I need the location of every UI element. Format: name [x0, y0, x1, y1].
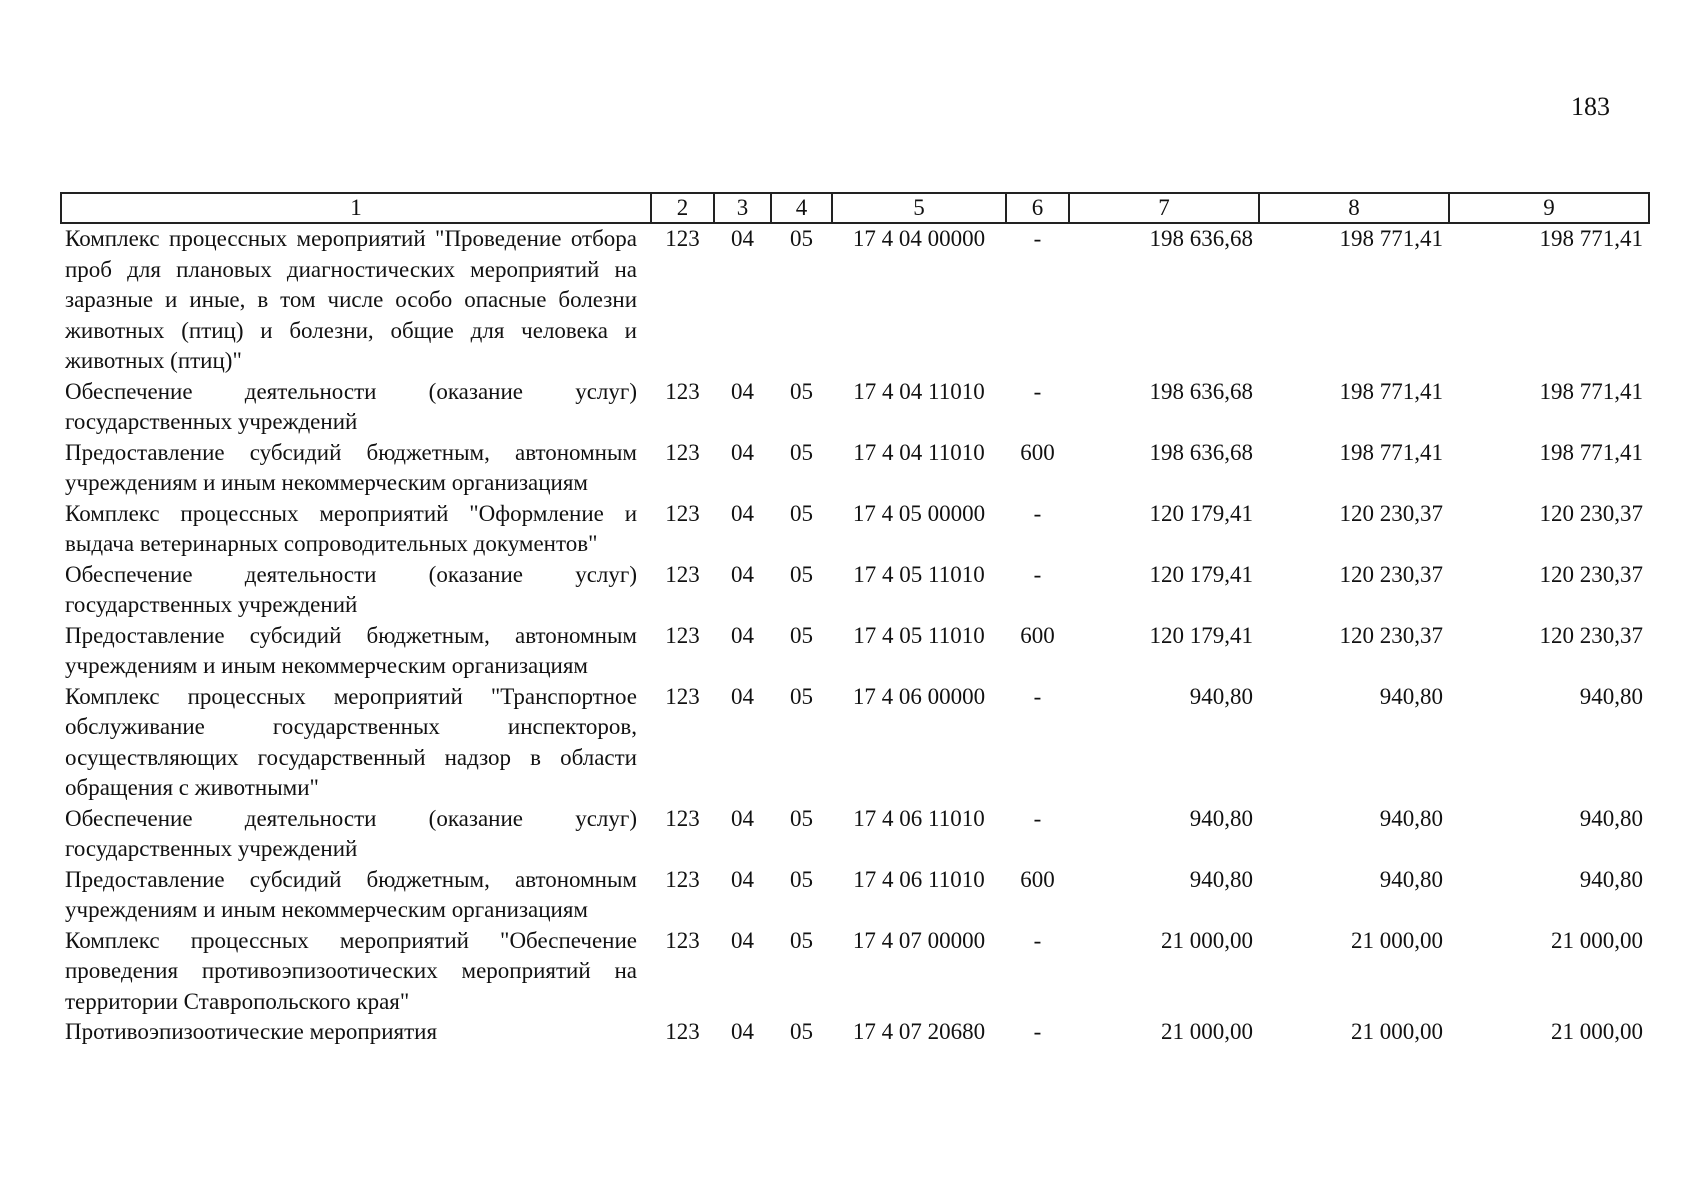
- row-cell-6: -: [1033, 683, 1042, 709]
- row-name-cell: Комплекс процессных мероприятий "Транспортное обслуживание государственных инспекторов, осуществляющих государственный надзор в области обращения с животными": [65, 683, 637, 800]
- header-cell-3: 3: [714, 193, 771, 223]
- row-cell-2: 123: [665, 622, 700, 648]
- row-cell-3: 04: [731, 439, 754, 465]
- row-cell-9: 21 000,00: [1551, 927, 1643, 953]
- header-cell-9: 9: [1449, 193, 1649, 223]
- header-cell-7: 7: [1069, 193, 1259, 223]
- row-cell-8: 198 771,41: [1339, 226, 1443, 251]
- row-name-cell: Обеспечение деятельности (оказание услуг) государственных учреждений: [65, 378, 637, 434]
- row-cell-6: -: [1033, 378, 1042, 404]
- row-cell-9: 940,80: [1579, 805, 1643, 831]
- row-cell-8: 120 230,37: [1339, 561, 1443, 587]
- row-cell-6: -: [1033, 1019, 1042, 1044]
- row-cell-2: 123: [665, 927, 700, 953]
- row-cell-4: 05: [790, 1019, 813, 1044]
- table-row: [61, 621, 1649, 682]
- row-cell-2: 123: [665, 439, 700, 465]
- row-name-cell: Предоставление субсидий бюджетным, автономным учреждениям и иным некоммерческим организациям: [65, 622, 637, 678]
- row-cell-5: 17 4 04 11010: [853, 378, 985, 404]
- header-row: [61, 193, 1649, 223]
- row-cell-7: 940,80: [1189, 866, 1253, 892]
- row-cell-4: 05: [790, 927, 813, 953]
- row-name-cell: Комплекс процессных мероприятий "Проведение отбора проб для плановых диагностических мероприятий на заразные и иные, в том числе особо опасные болезни животных (птиц) и болезни, общие для человека и животных (птиц)": [65, 226, 637, 373]
- row-cell-8: 21 000,00: [1351, 1019, 1443, 1044]
- header-cell-2: 2: [651, 193, 714, 223]
- row-cell-3: 04: [731, 1019, 754, 1044]
- row-cell-6: -: [1033, 500, 1042, 526]
- row-cell-2: 123: [665, 378, 700, 404]
- row-cell-5: 17 4 06 00000: [852, 683, 986, 709]
- row-cell-5: 17 4 05 00000: [852, 500, 986, 526]
- row-name-cell: Комплекс процессных мероприятий "Оформление и выдача ветеринарных сопроводительных документов": [65, 500, 637, 556]
- row-cell-6: -: [1033, 561, 1042, 587]
- row-cell-6: -: [1033, 226, 1042, 251]
- table-row: [61, 804, 1649, 865]
- row-cell-3: 04: [731, 866, 754, 892]
- row-cell-3: 04: [731, 561, 754, 587]
- row-cell-9: 120 230,37: [1539, 622, 1643, 648]
- row-cell-9: 940,80: [1579, 683, 1643, 709]
- table-row: [61, 223, 1649, 377]
- row-cell-4: 05: [790, 866, 813, 892]
- row-cell-4: 05: [790, 226, 813, 251]
- row-name-cell: Предоставление субсидий бюджетным, автономным учреждениям и иным некоммерческим организациям: [65, 866, 637, 922]
- table-row: [61, 682, 1649, 804]
- row-cell-2: 123: [665, 805, 700, 831]
- row-cell-7: 940,80: [1189, 683, 1253, 709]
- row-cell-3: 04: [731, 378, 754, 404]
- row-cell-5: 17 4 07 00000: [852, 927, 986, 953]
- row-cell-7: 940,80: [1189, 805, 1253, 831]
- row-cell-9: 120 230,37: [1539, 561, 1643, 587]
- row-name-cell: Обеспечение деятельности (оказание услуг) государственных учреждений: [65, 805, 637, 861]
- table-header: [61, 193, 1649, 223]
- row-cell-7: 198 636,68: [1149, 439, 1253, 465]
- row-cell-9: 21 000,00: [1551, 1019, 1643, 1044]
- row-cell-2: 123: [665, 226, 700, 251]
- row-cell-8: 198 771,41: [1339, 378, 1443, 404]
- row-cell-6: 600: [1020, 866, 1055, 892]
- row-cell-9: 198 771,41: [1539, 378, 1643, 404]
- row-name-cell: Комплекс процессных мероприятий "Обеспечение проведения противоэпизоотических мероприятий на территории Ставропольского края": [65, 927, 637, 1014]
- table-row: [61, 865, 1649, 926]
- row-cell-2: 123: [665, 1019, 700, 1044]
- row-cell-4: 05: [790, 561, 813, 587]
- row-cell-7: 120 179,41: [1149, 622, 1253, 648]
- row-cell-9: 120 230,37: [1539, 500, 1643, 526]
- row-cell-6: -: [1033, 805, 1042, 831]
- row-cell-9: 940,80: [1579, 866, 1643, 892]
- row-cell-2: 123: [665, 500, 700, 526]
- row-cell-3: 04: [731, 683, 754, 709]
- row-cell-9: 198 771,41: [1539, 226, 1643, 251]
- row-cell-4: 05: [790, 622, 813, 648]
- table-row: [61, 560, 1649, 621]
- table-row: [61, 1017, 1649, 1048]
- row-cell-5: 17 4 04 00000: [852, 226, 986, 251]
- row-cell-8: 940,80: [1379, 866, 1443, 892]
- header-cell-4: 4: [771, 193, 832, 223]
- row-cell-7: 120 179,41: [1149, 500, 1253, 526]
- row-cell-5: 17 4 05 11010: [853, 561, 985, 587]
- header-cell-6: 6: [1006, 193, 1069, 223]
- row-cell-8: 940,80: [1379, 683, 1443, 709]
- row-cell-5: 17 4 05 11010: [853, 622, 985, 648]
- row-cell-5: 17 4 07 20680: [852, 1019, 986, 1044]
- row-cell-7: 198 636,68: [1149, 378, 1253, 404]
- table-row: [61, 377, 1649, 438]
- row-cell-8: 120 230,37: [1339, 500, 1443, 526]
- row-cell-9: 198 771,41: [1539, 439, 1643, 465]
- row-cell-5: 17 4 06 11010: [853, 805, 985, 831]
- table-row: [61, 499, 1649, 560]
- row-cell-3: 04: [731, 805, 754, 831]
- row-cell-5: 17 4 04 11010: [853, 439, 985, 465]
- header-cell-8: 8: [1259, 193, 1449, 223]
- row-cell-5: 17 4 06 11010: [853, 866, 985, 892]
- row-cell-8: 940,80: [1379, 805, 1443, 831]
- row-cell-7: 21 000,00: [1161, 1019, 1253, 1044]
- row-cell-4: 05: [790, 439, 813, 465]
- row-cell-4: 05: [790, 500, 813, 526]
- budget-table: [60, 192, 1650, 1048]
- row-cell-7: 120 179,41: [1149, 561, 1253, 587]
- row-cell-3: 04: [731, 927, 754, 953]
- row-cell-8: 198 771,41: [1339, 439, 1443, 465]
- header-cell-5: 5: [832, 193, 1006, 223]
- row-cell-2: 123: [665, 683, 700, 709]
- page-number: 183: [1571, 92, 1610, 121]
- row-cell-3: 04: [731, 622, 754, 648]
- row-cell-7: 21 000,00: [1161, 927, 1253, 953]
- row-cell-6: 600: [1020, 622, 1055, 648]
- row-cell-6: 600: [1020, 439, 1055, 465]
- table-row: [61, 438, 1649, 499]
- row-cell-4: 05: [790, 683, 813, 709]
- row-name-cell: Обеспечение деятельности (оказание услуг) государственных учреждений: [65, 561, 637, 617]
- row-cell-2: 123: [665, 866, 700, 892]
- table-body: [61, 223, 1649, 1048]
- row-cell-4: 05: [790, 378, 813, 404]
- row-cell-4: 05: [790, 805, 813, 831]
- row-name-cell: Противоэпизоотические мероприятия: [65, 1019, 438, 1044]
- table-row: [61, 926, 1649, 1018]
- row-name-cell: Предоставление субсидий бюджетным, автономным учреждениям и иным некоммерческим организациям: [65, 439, 637, 495]
- header-cell-1: 1: [61, 193, 651, 223]
- row-cell-2: 123: [665, 561, 700, 587]
- row-cell-8: 21 000,00: [1351, 927, 1443, 953]
- row-cell-3: 04: [731, 500, 754, 526]
- row-cell-3: 04: [731, 226, 754, 251]
- row-cell-6: -: [1033, 927, 1042, 953]
- row-cell-7: 198 636,68: [1149, 226, 1253, 251]
- row-cell-8: 120 230,37: [1339, 622, 1443, 648]
